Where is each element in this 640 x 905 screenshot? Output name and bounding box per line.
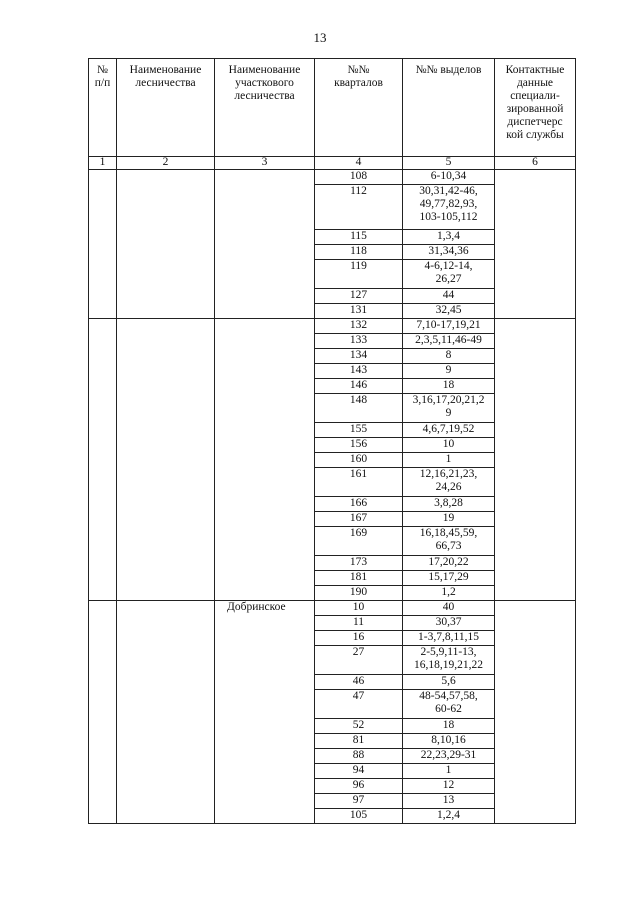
cell-num <box>89 601 117 824</box>
cell-quarter: 134 <box>315 349 403 364</box>
cell-quarter: 115 <box>315 230 403 245</box>
cell-plots: 7,10-17,19,21 <box>403 319 495 334</box>
column-numbers-row <box>89 157 576 170</box>
cell-plots: 1-3,7,8,11,15 <box>403 631 495 646</box>
cell-quarter: 96 <box>315 779 403 794</box>
cell-plots: 1 <box>403 453 495 468</box>
cell-plots: 17,20,22 <box>403 556 495 571</box>
cell-plots: 1,2 <box>403 586 495 601</box>
cell-plots: 22,23,29-31 <box>403 749 495 764</box>
column-number: 4 <box>315 157 403 170</box>
cell-plots: 10 <box>403 438 495 453</box>
cell-plots: 40 <box>403 601 495 616</box>
cell-quarter: 155 <box>315 423 403 438</box>
cell-plots: 2,3,5,11,46-49 <box>403 334 495 349</box>
cell-quarter: 127 <box>315 289 403 304</box>
cell-quarter: 105 <box>315 809 403 824</box>
cell-plots: 3,16,17,20,21,2 9 <box>403 394 495 423</box>
cell-plots: 18 <box>403 719 495 734</box>
cell-quarter: 161 <box>315 468 403 497</box>
cell-plots: 4,6,7,19,52 <box>403 423 495 438</box>
cell-plots: 48-54,57,58, 60-62 <box>403 690 495 719</box>
cell-plots: 13 <box>403 794 495 809</box>
cell-quarter: 156 <box>315 438 403 453</box>
header-row <box>89 59 576 157</box>
cell-plots: 6-10,34 <box>403 170 495 185</box>
cell-plots: 18 <box>403 379 495 394</box>
cell-contacts <box>495 170 576 319</box>
cell-quarter: 166 <box>315 497 403 512</box>
cell-plots: 1 <box>403 764 495 779</box>
cell-plots: 12 <box>403 779 495 794</box>
cell-quarter: 169 <box>315 527 403 556</box>
cell-num <box>89 319 117 601</box>
col-header-quarters: №№ кварталов <box>315 59 403 157</box>
cell-quarter: 190 <box>315 586 403 601</box>
cell-forestry <box>117 170 215 319</box>
cell-contacts <box>495 601 576 824</box>
cell-quarter: 11 <box>315 616 403 631</box>
cell-plots: 5,6 <box>403 675 495 690</box>
col-header-district: Наименование участкового лесничества <box>215 59 315 157</box>
column-number: 2 <box>117 157 215 170</box>
cell-quarter: 94 <box>315 764 403 779</box>
cell-quarter: 160 <box>315 453 403 468</box>
cell-quarter: 181 <box>315 571 403 586</box>
table-row <box>89 319 576 334</box>
col-header-num: № п/п <box>89 59 117 157</box>
cell-plots: 2-5,9,11-13, 16,18,19,21,22 <box>403 646 495 675</box>
cell-plots: 16,18,45,59, 66,73 <box>403 527 495 556</box>
cell-district: Добринское <box>215 601 315 824</box>
cell-quarter: 167 <box>315 512 403 527</box>
cell-plots: 8 <box>403 349 495 364</box>
column-number: 1 <box>89 157 117 170</box>
cell-forestry <box>117 319 215 601</box>
cell-plots: 4-6,12-14, 26,27 <box>403 260 495 289</box>
forest-quarters-table <box>88 58 576 824</box>
cell-quarter: 132 <box>315 319 403 334</box>
cell-quarter: 146 <box>315 379 403 394</box>
cell-plots: 1,3,4 <box>403 230 495 245</box>
cell-plots: 3,8,28 <box>403 497 495 512</box>
cell-quarter: 16 <box>315 631 403 646</box>
cell-quarter: 81 <box>315 734 403 749</box>
cell-quarter: 133 <box>315 334 403 349</box>
cell-quarter: 119 <box>315 260 403 289</box>
cell-num <box>89 170 117 319</box>
cell-district <box>215 319 315 601</box>
cell-plots: 44 <box>403 289 495 304</box>
cell-quarter: 10 <box>315 601 403 616</box>
cell-plots: 30,37 <box>403 616 495 631</box>
cell-quarter: 88 <box>315 749 403 764</box>
cell-forestry <box>117 601 215 824</box>
col-header-plots: №№ выделов <box>403 59 495 157</box>
column-number: 5 <box>403 157 495 170</box>
cell-plots: 9 <box>403 364 495 379</box>
cell-plots: 1,2,4 <box>403 809 495 824</box>
column-number: 3 <box>215 157 315 170</box>
cell-plots: 19 <box>403 512 495 527</box>
cell-quarter: 97 <box>315 794 403 809</box>
cell-quarter: 27 <box>315 646 403 675</box>
col-header-contacts: Контактные данные специали- зированной диспетчерс кой службы <box>495 59 576 157</box>
col-header-forestry: Наименование лесничества <box>117 59 215 157</box>
cell-quarter: 47 <box>315 690 403 719</box>
cell-quarter: 148 <box>315 394 403 423</box>
column-number: 6 <box>495 157 576 170</box>
cell-quarter: 173 <box>315 556 403 571</box>
cell-quarter: 143 <box>315 364 403 379</box>
page-number: 13 <box>313 30 327 45</box>
cell-quarter: 52 <box>315 719 403 734</box>
cell-plots: 31,34,36 <box>403 245 495 260</box>
cell-quarter: 46 <box>315 675 403 690</box>
cell-plots: 30,31,42-46, 49,77,82,93, 103-105,112 <box>403 185 495 230</box>
cell-plots: 32,45 <box>403 304 495 319</box>
cell-quarter: 118 <box>315 245 403 260</box>
cell-plots: 15,17,29 <box>403 571 495 586</box>
cell-quarter: 112 <box>315 185 403 230</box>
cell-plots: 12,16,21,23, 24,26 <box>403 468 495 497</box>
cell-contacts <box>495 319 576 601</box>
cell-plots: 8,10,16 <box>403 734 495 749</box>
cell-district <box>215 170 315 319</box>
cell-quarter: 131 <box>315 304 403 319</box>
table-row <box>89 170 576 185</box>
cell-quarter: 108 <box>315 170 403 185</box>
table-row <box>89 601 576 616</box>
